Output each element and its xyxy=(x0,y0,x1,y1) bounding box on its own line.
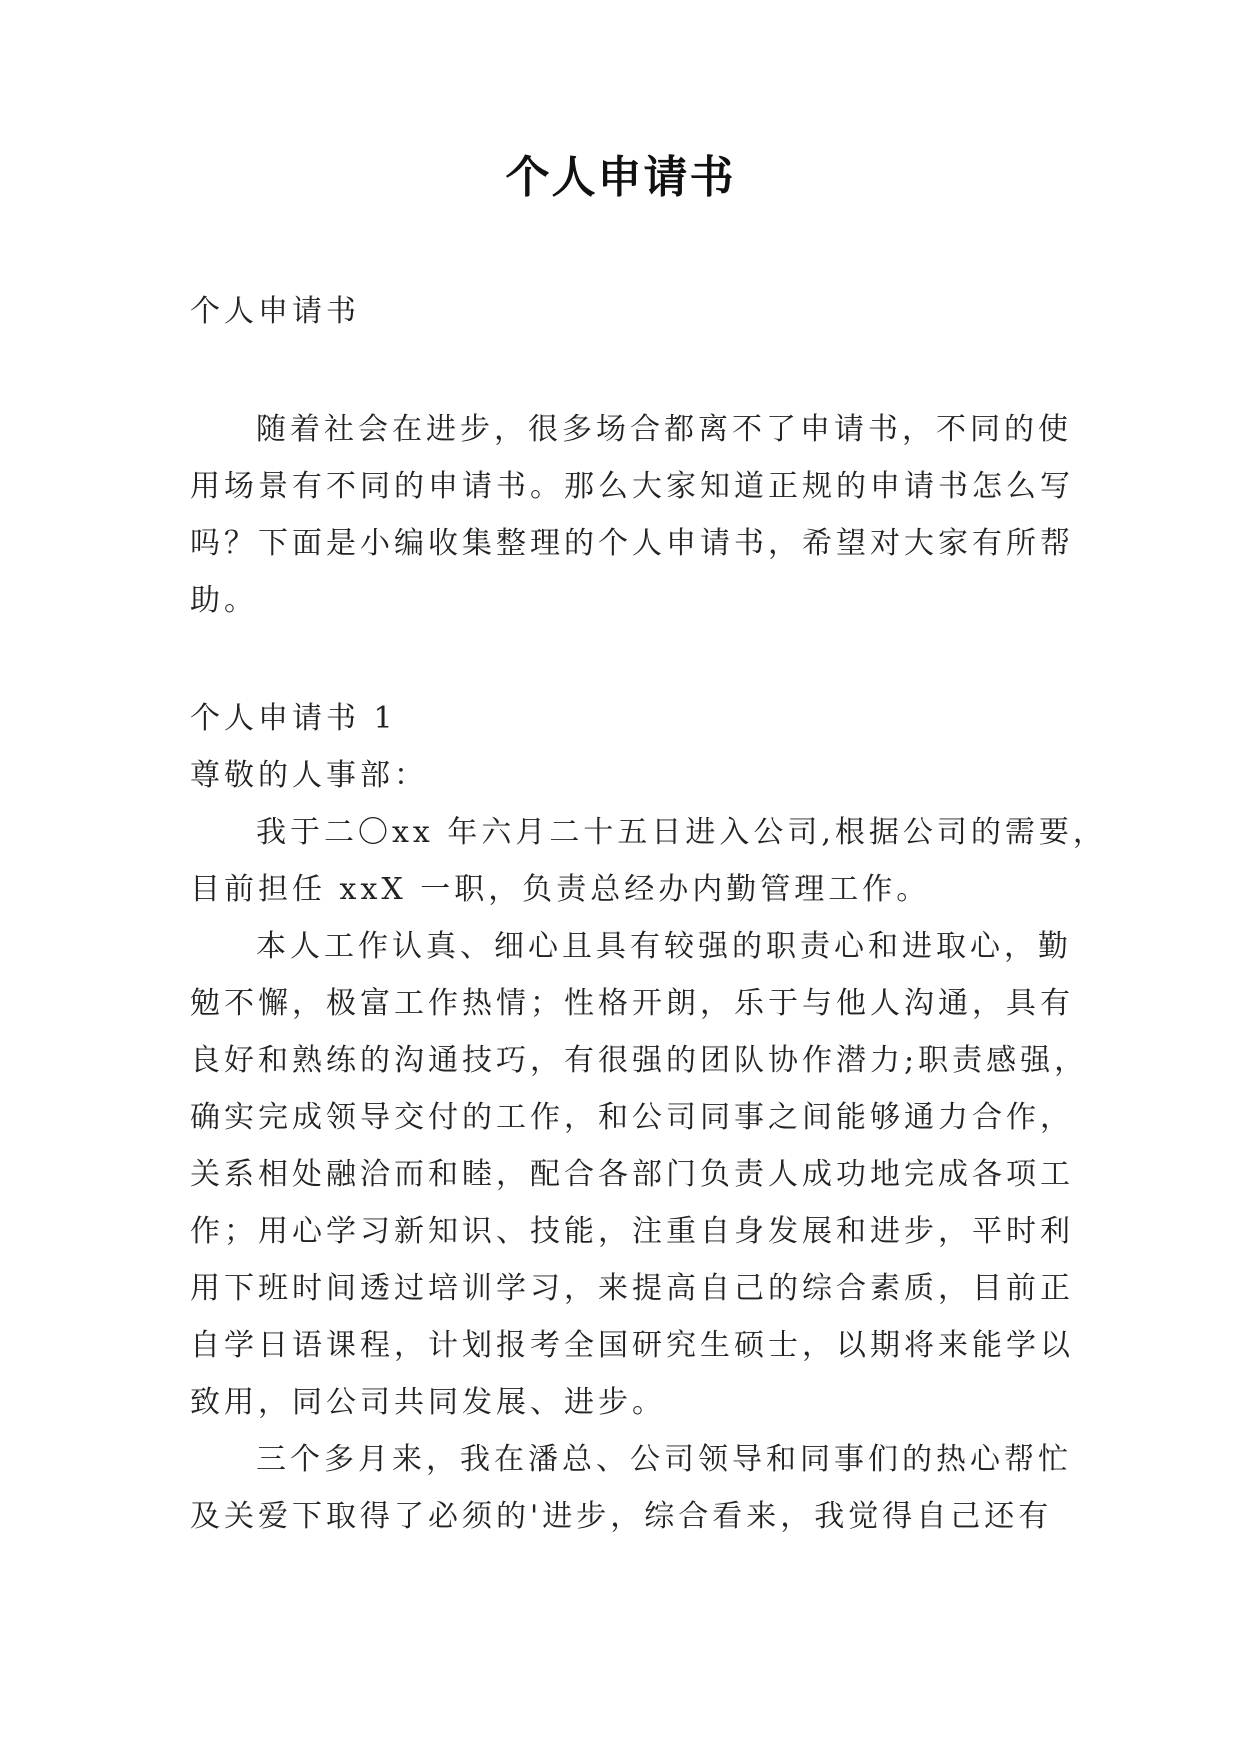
paragraph2-line: 关系相处融洽而和睦，配合各部门负责人成功地完成各项工 xyxy=(190,1157,1074,1192)
paragraph1-line: 目前担任 xxX 一职，负责总经办内勤管理工作。 xyxy=(190,872,931,907)
paragraph2-line: 勉不懈，极富工作热情；性格开朗，乐于与他人沟通，具有 xyxy=(190,986,1074,1021)
section-heading: 个人申请书 1 xyxy=(190,701,397,736)
document-subtitle: 个人申请书 xyxy=(190,294,360,329)
salutation: 尊敬的人事部： xyxy=(190,758,428,793)
paragraph2-line: 用下班时间透过培训学习，来提高自己的综合素质，目前正 xyxy=(190,1271,1074,1306)
intro-line: 助。 xyxy=(190,583,258,618)
intro-line: 用场景有不同的申请书。那么大家知道正规的申请书怎么写 xyxy=(190,469,1074,504)
paragraph3-line: 及关爱下取得了必须的'进步，综合看来，我觉得自己还有 xyxy=(190,1499,1053,1534)
paragraph3-line: 三个多月来，我在潘总、公司领导和同事们的热心帮忙 xyxy=(256,1442,1072,1477)
paragraph2-line: 自学日语课程，计划报考全国研究生硕士，以期将来能学以 xyxy=(190,1328,1074,1363)
paragraph1-line: 我于二〇xx 年六月二十五日进入公司,根据公司的需要， xyxy=(256,815,1107,850)
intro-line: 吗？下面是小编收集整理的个人申请书，希望对大家有所帮 xyxy=(190,526,1074,561)
document-title: 个人申请书 xyxy=(505,152,736,203)
paragraph2-line: 良好和熟练的沟通技巧，有很强的团队协作潜力;职责感强， xyxy=(190,1043,1089,1078)
paragraph2-line: 本人工作认真、细心且具有较强的职责心和进取心，勤 xyxy=(256,929,1072,964)
paragraph2-line: 致用，同公司共同发展、进步。 xyxy=(190,1385,666,1420)
intro-line: 随着社会在进步，很多场合都离不了申请书，不同的使 xyxy=(256,412,1072,447)
paragraph2-line: 确实完成领导交付的工作，和公司同事之间能够通力合作， xyxy=(190,1100,1074,1135)
paragraph2-line: 作；用心学习新知识、技能，注重自身发展和进步，平时利 xyxy=(190,1214,1074,1249)
